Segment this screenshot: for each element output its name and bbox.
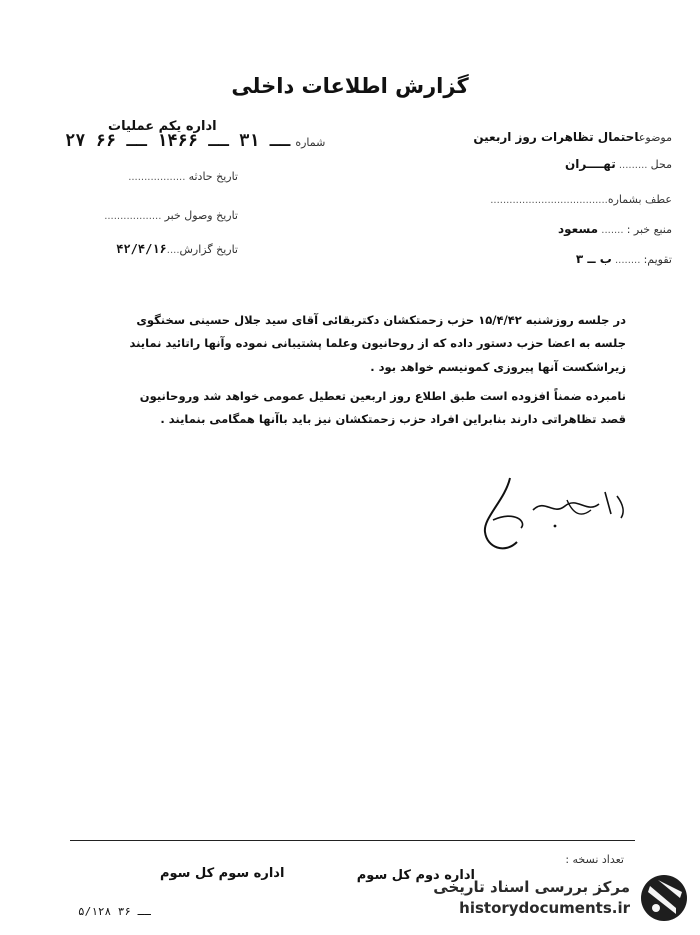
subject-value: احتمال تظاهرات روز اربعین: [473, 130, 639, 144]
reference-label: عطف بشماره: [607, 193, 672, 206]
document-title: گزارش اطلاعات داخلی: [231, 74, 469, 98]
body-line-2: جلسه به اعضا حزب دستور داده که از روحانیون وعلما پشتیبانی نموده وآنها راتائید نمایند: [129, 336, 626, 350]
number-row: [65, 131, 325, 151]
receipt-date-row: تاریخ وصول خبر ..................: [104, 209, 238, 222]
body-line-1: در جلسه روزشنبه ۱۵/۴/۴۲ حزب زحمتکشان دکتربقائی آقای سید جلال حسینی سخنگوی: [136, 313, 626, 327]
footer-divider: [70, 840, 635, 841]
location-value: تهــــران: [565, 157, 616, 171]
form-code: ۵/۱۲۸ ــ ۳۶: [78, 905, 151, 918]
location-row: محل ......... تهــــران: [565, 157, 672, 171]
source-row: منبع خبر : ....... مسعود: [558, 222, 672, 236]
report-date-row: تاریخ گزارش....۴۲/۴/۱۶: [116, 242, 238, 256]
report-date-label: تاریخ گزارش: [179, 243, 238, 256]
recipient-left: اداره سوم کل سوم: [160, 866, 285, 881]
body-line-5: قصد تظاهراتی دارند بنابراین افراد حزب زحمتکشان نیز باید باآنها همگامی بنمایند .: [160, 412, 626, 426]
source-label: منبع خبر :: [626, 223, 672, 236]
report-date-value: ۴۲/۴/۱۶: [116, 242, 167, 256]
event-date-label: تاریخ حادثه: [188, 170, 238, 183]
subject-label: موضوع: [638, 131, 672, 144]
copies-label: تعداد نسخه :: [565, 853, 624, 866]
number-value: ۲۷ ــ ۳۱ ــ ۱۴۶۶ ــ ۶۶: [65, 131, 291, 151]
department-stamp: اداره یکم عملیات: [108, 119, 217, 134]
subject-row: [473, 126, 672, 145]
handwritten-signature: [455, 470, 645, 560]
location-label: محل: [650, 158, 672, 171]
source-value: مسعود: [558, 222, 599, 236]
watermark-text: مرکز بررسی اسناد تاریخی: [433, 878, 630, 896]
reference-row: عطف بشماره.....................................: [490, 193, 672, 206]
calendar-value: ب ــ ۳: [575, 252, 612, 266]
watermark-url: historydocuments.ir: [459, 899, 630, 917]
watermark-logo: [636, 868, 688, 926]
receipt-date-label: تاریخ وصول خبر: [164, 209, 238, 222]
number-label: شماره: [295, 136, 326, 149]
recipient-right: اداره دوم کل سوم: [356, 868, 475, 883]
calendar-label: تقویم:: [643, 253, 672, 266]
event-date-row: تاریخ حادثه ..................: [128, 170, 238, 183]
calendar-row: تقویم: ........ ب ــ ۳: [575, 252, 672, 266]
body-line-4: نامبرده ضمناً افزوده است طبق اطلاع روز اربعین تعطیل عمومی خواهد شد وروحانیون: [139, 389, 626, 403]
body-line-3: زیراشکست آنها پیروزی کمونیسم خواهد بود .: [370, 360, 626, 374]
